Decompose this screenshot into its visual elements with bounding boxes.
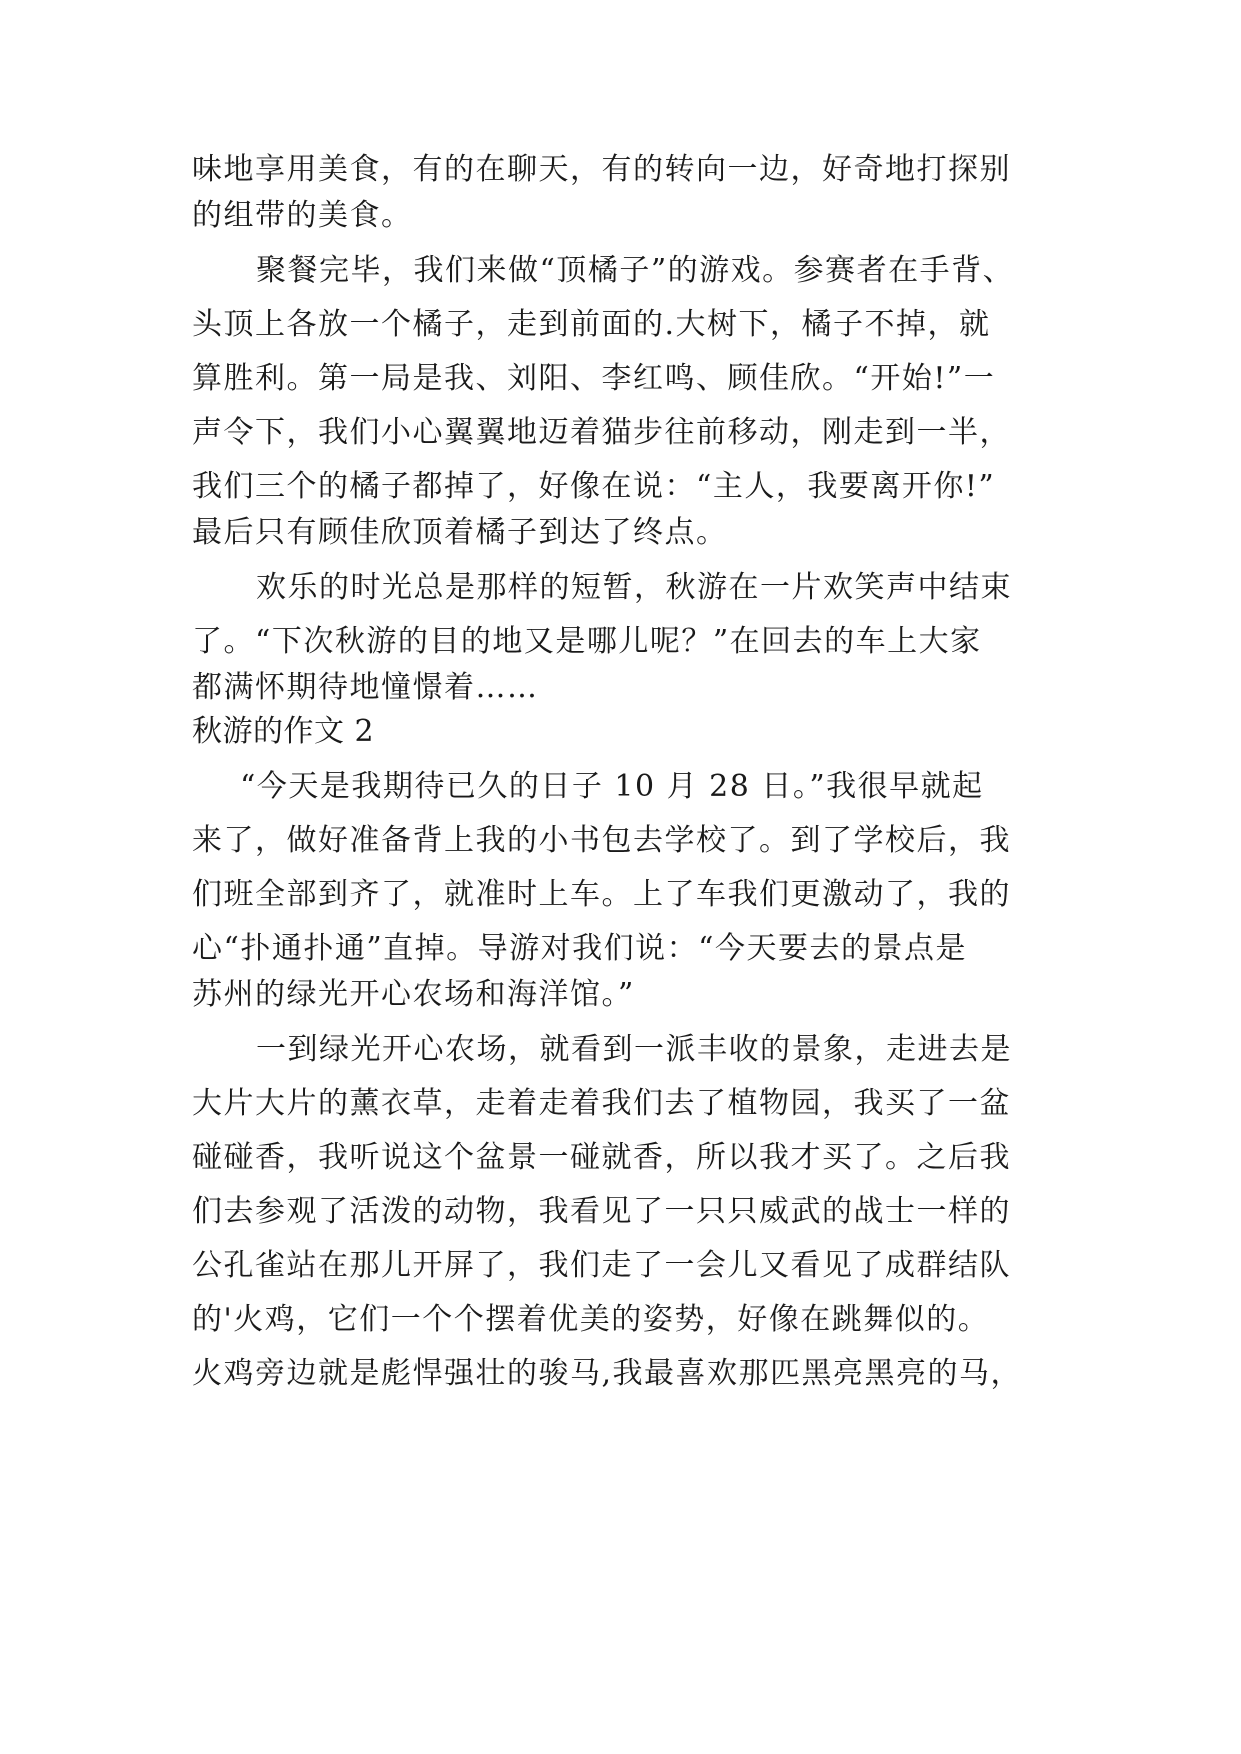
text-line: 心“扑通扑通”直掉。导游对我们说：“今天要去的景点是 (192, 931, 968, 966)
text-line: 味地享用美食，有的在聊天，有的转向一边，好奇地打探别 (192, 152, 1011, 187)
text-line: 算胜利。第一局是我、刘阳、李红鸣、顾佳欣。“开始!”一 (192, 361, 996, 396)
section-heading: 秋游的作文 2 (192, 714, 375, 749)
paragraph-start-line: 一到绿光开心农场，就看到一派丰收的景象，走进去是 (256, 1032, 1012, 1067)
text-line: 火鸡旁边就是彪悍强壮的骏马,我最喜欢那匹黑亮黑亮的马， (192, 1356, 1023, 1391)
text-line: 头顶上各放一个橘子，走到前面的.大树下，橘子不掉，就 (192, 307, 991, 342)
text-line: 碰碰香，我听说这个盆景一碰就香，所以我才买了。之后我 (192, 1140, 1011, 1175)
text-line: 公孔雀站在那儿开屏了，我们走了一会儿又看见了成群结队 (192, 1248, 1011, 1283)
text-line: 们去参观了活泼的动物，我看见了一只只威武的战士一样的 (192, 1194, 1011, 1229)
text-line: 大片大片的薰衣草，走着走着我们去了植物园，我买了一盆 (192, 1086, 1011, 1121)
text-line: 都满怀期待地憧憬着…… (192, 670, 539, 705)
text-line: 们班全部到齐了，就准时上车。上了车我们更激动了，我的 (192, 877, 1011, 912)
text-line: 我们三个的橘子都掉了，好像在说：“主人，我要离开你!” (192, 469, 996, 504)
text-line: 最后只有顾佳欣顶着橘子到达了终点。 (192, 515, 728, 550)
text-line: 的'火鸡，它们一个个摆着优美的姿势，好像在跳舞似的。 (192, 1302, 990, 1337)
paragraph-start-line: “今天是我期待已久的日子 10 月 28 日。”我很早就起 (240, 769, 984, 804)
text-line: 了。“下次秋游的目的地又是哪儿呢？”在回去的车上大家 (192, 624, 982, 659)
paragraph-start-line: 欢乐的时光总是那样的短暂，秋游在一片欢笑声中结束 (256, 570, 1012, 605)
paragraph-start-line: 聚餐完毕，我们来做“顶橘子”的游戏。参赛者在手背、 (256, 253, 1015, 288)
text-line: 来了，做好准备背上我的小书包去学校了。到了学校后，我 (192, 823, 1011, 858)
text-line: 声令下，我们小心翼翼地迈着猫步往前移动，刚走到一半， (192, 415, 1011, 450)
text-line: 的组带的美食。 (192, 198, 413, 233)
text-line: 苏州的绿光开心农场和海洋馆。” (192, 977, 635, 1012)
